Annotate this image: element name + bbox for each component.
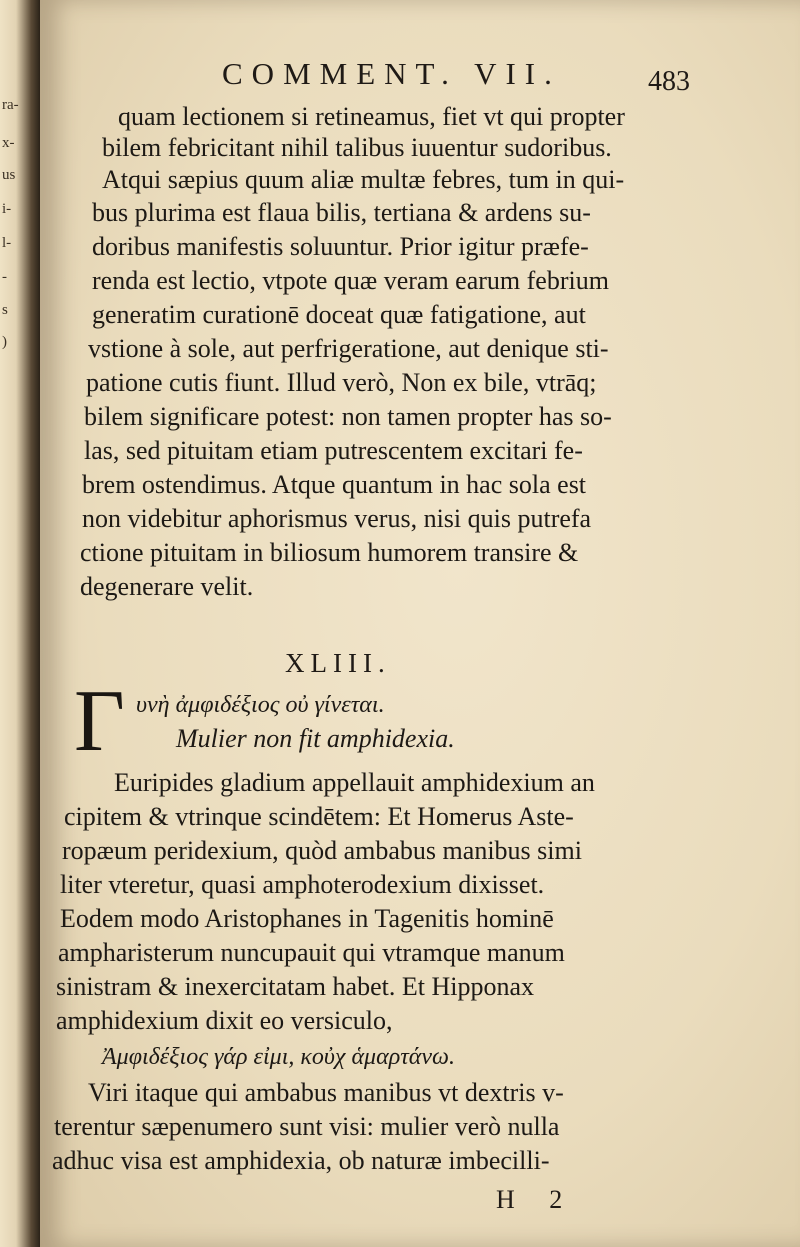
text-line: patione cutis fiunt. Illud verò, Non ex bile, vtrāq; [86, 368, 597, 397]
page-number: 483 [648, 66, 690, 97]
text-line: liter vteretur, quasi amphoterodexium dixisset. [60, 870, 545, 899]
latin-aphorism-heading: Mulier non fit amphidexia. [176, 724, 455, 753]
text-line: terentur sæpenumero sunt visi: mulier verò nulla [54, 1112, 560, 1141]
text-line: Euripides gladium appellauit amphidexium an [114, 768, 595, 797]
text-line: renda est lectio, vtpote quæ veram earum febrium [92, 266, 609, 295]
text-line: brem ostendimus. Atque quantum in hac sola est [82, 470, 587, 499]
text-line: doribus manifestis soluuntur. Prior igitur præfe- [92, 232, 589, 261]
text-line: cipitem & vtrinque scindētem: Et Homerus Aste- [64, 802, 574, 831]
gutter-fragment: s [2, 302, 8, 318]
running-head [40, 56, 800, 96]
drop-cap-initial: Γ [74, 673, 125, 770]
gutter-fragment: i- [2, 201, 12, 217]
gutter-fragment: x- [2, 135, 15, 151]
text-line: degenerare velit. [80, 572, 254, 601]
signature-mark: H 2 [496, 1185, 577, 1214]
gutter-fragment: - [2, 269, 7, 285]
book-page [40, 0, 800, 1247]
text-line: ampharisterum nuncupauit qui vtramque manum [58, 938, 565, 967]
gutter-fragment: us [2, 167, 16, 183]
text-line: vstione à sole, aut perfrigeratione, aut denique sti- [88, 334, 609, 363]
text-line: bilem febricitant nihil talibus iuuentur sudoribus. [102, 133, 612, 162]
gutter-fragment: l- [2, 235, 12, 251]
text-line: Atqui sæpius quum aliæ multæ febres, tum in qui- [102, 165, 625, 194]
text-line: sinistram & inexercitatam habet. Et Hipponax [56, 972, 534, 1001]
book-binding-gutter [0, 0, 40, 1247]
text-line: bus plurima est flaua bilis, tertiana & ardens su- [92, 198, 591, 227]
text-line: ropæum peridexium, quòd ambabus manibus simi [62, 836, 582, 865]
running-head-title: COMMENT. VII. [222, 56, 561, 91]
text-line: bilem significare potest: non tamen propter has so- [84, 402, 612, 431]
text-line: Eodem modo Aristophanes in Tagenitis hominē [60, 904, 554, 933]
text-line: generatim curationē doceat quæ fatigatione, aut [92, 300, 586, 329]
gutter-fragment: ) [2, 334, 7, 350]
greek-aphorism-heading: υνὴ ἀμφιδέξιος οὐ γίνεται. [136, 692, 385, 718]
greek-verse-quotation: Ἀμφιδέξιος γάρ εἰμι, κοὐχ ἁμαρτάνω. [102, 1044, 456, 1070]
text-line: las, sed pituitam etiam putrescentem excitari fe- [84, 436, 583, 465]
text-line: Viri itaque qui ambabus manibus vt dextris v- [88, 1078, 564, 1107]
text-line: non videbitur aphorismus verus, nisi quis putrefa [82, 504, 592, 533]
section-number: XLIII. [285, 648, 391, 678]
text-line: ctione pituitam in biliosum humorem transire & [80, 538, 579, 567]
text-line: quam lectionem si retineamus, fiet vt qui propter [118, 102, 625, 131]
text-line: adhuc visa est amphidexia, ob naturæ imbecilli- [52, 1146, 550, 1175]
text-line: amphidexium dixit eo versiculo, [56, 1006, 393, 1035]
gutter-fragment: ra- [2, 97, 19, 113]
